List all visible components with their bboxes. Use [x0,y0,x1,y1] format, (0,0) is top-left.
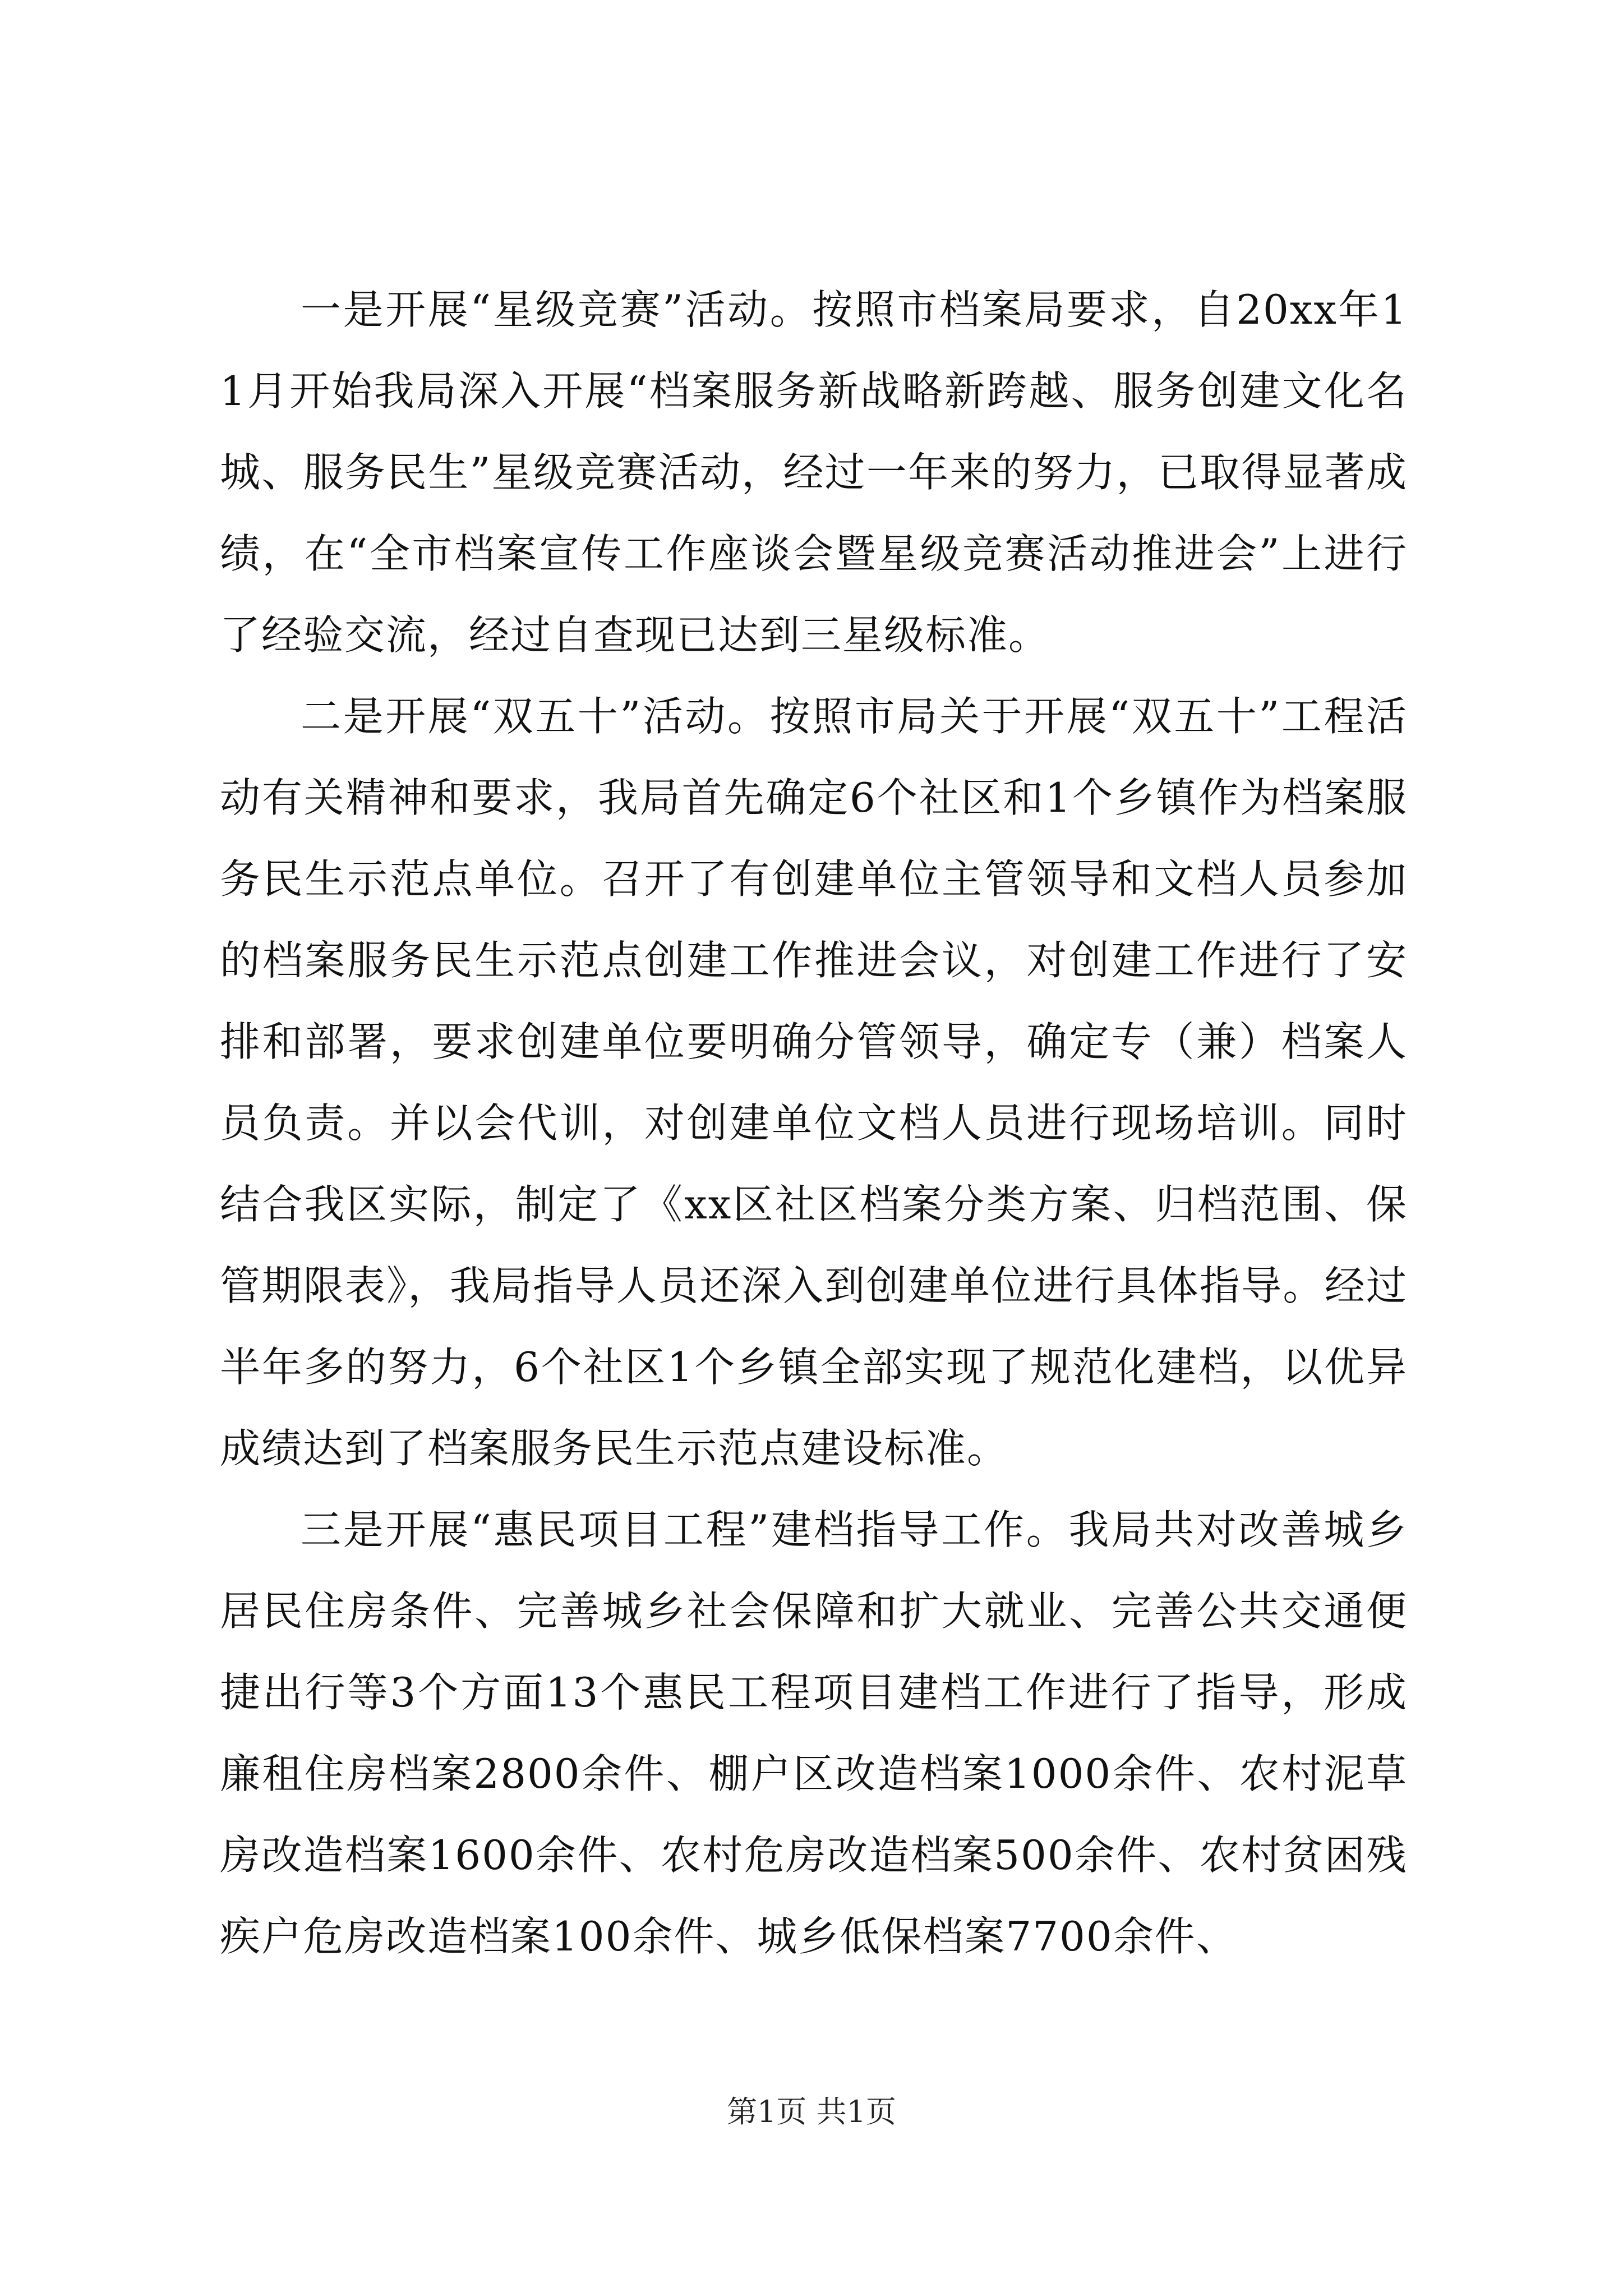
page-number-footer: 第1页 共1页 [727,2094,896,2129]
document-body [220,269,1408,1977]
paragraph-livelihood-projects: 三是开展“惠民项目工程”建档指导工作。我局共对改善城乡居民住房条件、完善城乡社会保障和扩大就业、完善公共交通便捷出行等3个方面13个惠民工程项目建档工作进行了指导，形成廉租住房档案2800余件、棚户区改造档案1000余件、农村泥草房改造档案1600余件、农村危房改造档案500余件、农村贫困残疾户危房改造档案100余件、城乡低保档案7700余件、 [220,1506,1408,1960]
paragraph-double-fifty: 二是开展“双五十”活动。按照市局关于开展“双五十”工程活动有关精神和要求，我局首先确定6个社区和1个乡镇作为档案服务民生示范点单位。召开了有创建单位主管领导和文档人员参加的档案服务民生示范点创建工作推进会议，对创建工作进行了安排和部署，要求创建单位要明确分管领导，确定专（兼）档案人员负责。并以会代训，对创建单位文档人员进行现场培训。同时结合我区实际，制定了《xx区社区档案分类方案、归档范围、保管期限表》，我局指导人员还深入到创建单位进行具体指导。经过半年多的努力，6个社区1个乡镇全部实现了规范化建档，以优异成绩达到了档案服务民生示范点建设标准。 [220,693,1408,1472]
paragraph-star-competition: 一是开展“星级竞赛”活动。按照市档案局要求，自20xx年11月开始我局深入开展“档案服务新战略新跨越、服务创建文化名城、服务民生”星级竞赛活动，经过一年来的努力，已取得显著成绩，在“全市档案宣传工作座谈会暨星级竞赛活动推进会”上进行了经验交流，经过自查现已达到三星级标准。 [220,286,1408,659]
